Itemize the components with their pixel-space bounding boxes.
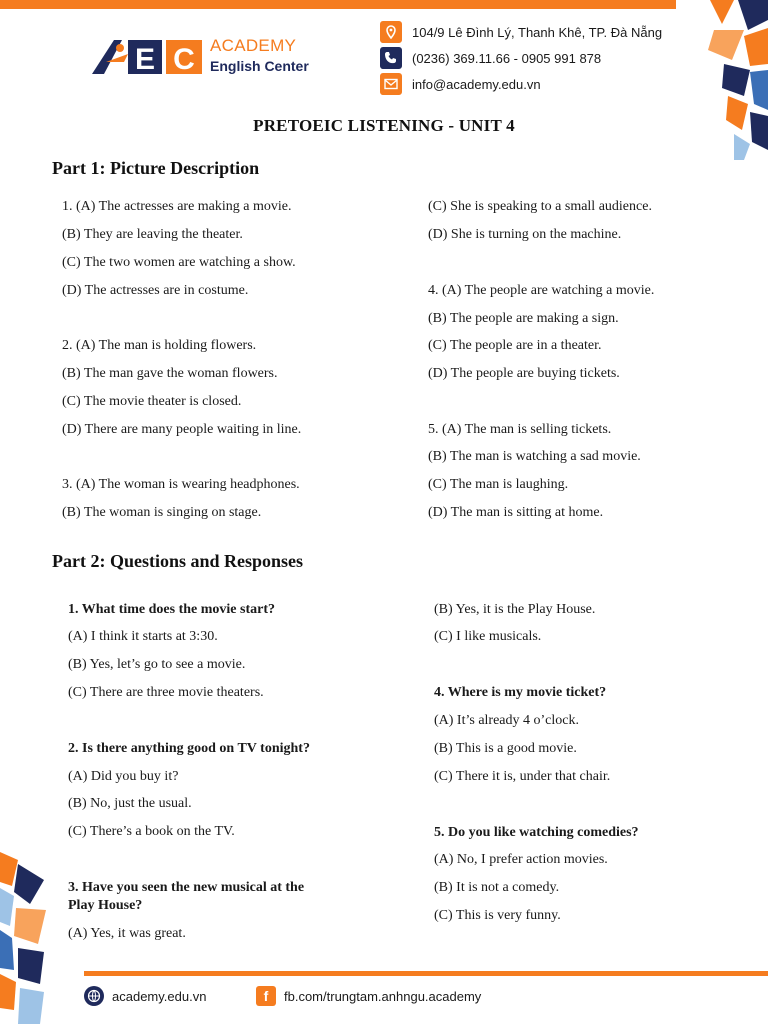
part1-left-line: (C) The two women are watching a show. [62,255,296,270]
logo-center-text: English Center [210,58,309,74]
answer-line: (B) It is not a comedy. [434,880,560,895]
page-title: PRETOEIC LISTENING - UNIT 4 [253,116,515,135]
part1-left-line: 1. (A) The actresses are making a movie. [62,199,292,214]
contact-email [380,72,680,96]
answer-line: (B) Yes, it is the Play House. [434,602,596,617]
answer-line: (C) I like musicals. [434,629,542,644]
part1-right-line: (D) The man is sitting at home. [428,505,604,520]
part1-right-line: (C) The man is laughing. [428,477,569,492]
part1-right-line: (D) The people are buying tickets. [428,366,620,381]
footer-accent-bar [84,971,768,976]
footer-website-text: academy.edu.vn [112,988,207,1004]
answer-line: (B) No, just the usual. [68,796,192,811]
part1-right-line: (D) She is turning on the machine. [428,227,622,242]
part1-left-line: (D) The actresses are in costume. [62,283,249,298]
part1-left-line: 3. (A) The woman is wearing headphones. [62,477,300,492]
part1-left-line: (D) There are many people waiting in line. [62,422,302,437]
contact-phone-text: (0236) 369.11.66 - 0905 991 878 [412,50,602,66]
answer-line: (A) I think it starts at 3:30. [68,629,218,644]
part1-right-line: 4. (A) The people are watching a movie. [428,283,655,298]
answer-line: (C) There’s a book on the TV. [68,824,235,839]
svg-text:E: E [134,43,156,76]
location-pin-icon [380,21,402,43]
part1-left-line: (B) They are leaving the theater. [62,227,243,242]
aec-logo [92,36,322,80]
footer-facebook[interactable] [256,985,481,1007]
part1-right-line: (B) The man is watching a sad movie. [428,449,641,464]
answer-line: (B) Yes, let’s go to see a movie. [68,657,246,672]
question-5: 5. Do you like watching comedies? [434,825,639,840]
answer-line: (A) Did you buy it? [68,769,179,784]
part1-left-line: 2. (A) The man is holding flowers. [62,338,257,353]
answer-line: (C) There it is, under that chair. [434,769,611,784]
question-2: 2. Is there anything good on TV tonight? [68,741,310,756]
svg-text:C: C [173,43,195,76]
answer-line: (A) Yes, it was great. [68,926,186,941]
answer-line: (C) This is very funny. [434,908,561,923]
decorative-pattern-bottom [0,852,54,1024]
answer-line: (B) This is a good movie. [434,741,577,756]
aec-logo-mark [92,36,210,80]
footer-website[interactable] [84,985,206,1007]
part1-right-line: 5. (A) The man is selling tickets. [428,422,612,437]
facebook-icon: f [256,986,276,1006]
part2-heading: Part 2: Questions and Responses [52,551,304,571]
question-4: 4. Where is my movie ticket? [434,685,607,700]
part1-right-line: (C) The people are in a theater. [428,338,602,353]
part1-left-line: (C) The movie theater is closed. [62,394,242,409]
part1-heading: Part 1: Picture Description [52,158,260,178]
question-3-cont: Play House? [68,898,143,913]
question-3: 3. Have you seen the new musical at the [68,880,305,895]
contact-phone [380,46,680,70]
answer-line: (A) No, I prefer action movies. [434,852,608,867]
contact-address-text: 104/9 Lê Đình Lý, Thanh Khê, TP. Đà Nẵng [412,24,663,40]
part1-right-line: (B) The people are making a sign. [428,311,619,326]
globe-icon [84,986,104,1006]
email-icon [380,73,402,95]
question-1: 1. What time does the movie start? [68,602,275,617]
footer-facebook-text: fb.com/trungtam.anhngu.academy [284,988,482,1004]
logo-academy-text: ACADEMY [210,36,297,55]
part1-right-line: (C) She is speaking to a small audience. [428,199,652,214]
phone-icon [380,47,402,69]
part1-left-line: (B) The woman is singing on stage. [62,505,262,520]
decorative-pattern-top [704,0,768,160]
part1-left-line: (B) The man gave the woman flowers. [62,366,278,381]
answer-line: (C) There are three movie theaters. [68,685,264,700]
contact-address [380,20,680,44]
top-accent-bar [0,0,676,9]
answer-line: (A) It’s already 4 o’clock. [434,713,579,728]
contact-email-text: info@academy.edu.vn [412,76,541,92]
